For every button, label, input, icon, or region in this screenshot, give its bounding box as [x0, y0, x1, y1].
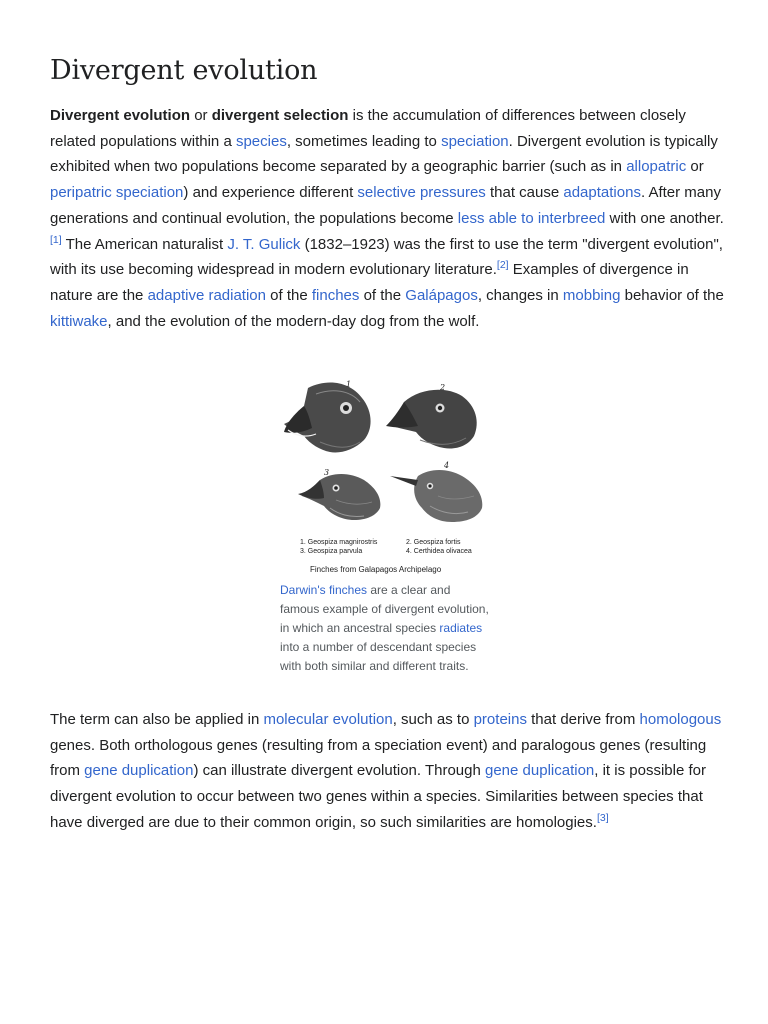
plate-legend-1: 1. Geospiza magnirostris [300, 539, 378, 546]
text-run: or [686, 158, 704, 176]
text-run: that cause [485, 184, 564, 202]
finches-figure [280, 380, 490, 676]
text-run: , and the evolution of the modern-day dog from the wolf. [107, 312, 480, 330]
plate-number-1: 1 [346, 380, 352, 389]
link-darwins-finches[interactable]: Darwin's finches [280, 583, 367, 597]
text-run: ) and experience different [183, 184, 358, 202]
link-kittiwake[interactable]: kittiwake [50, 312, 108, 330]
bold-term: divergent selection [211, 107, 349, 124]
link-adaptations[interactable]: adaptations [563, 184, 641, 202]
molecular-paragraph [50, 707, 730, 836]
text-run: (1832–1923) was the first to use the term "divergent evolution", with its use becoming widespread in modern evolutionary literature. [50, 235, 723, 279]
text-run: that derive from [526, 711, 640, 728]
finch-3-illustration [298, 474, 380, 520]
plate-legend-2: 2. Geospiza fortis [406, 539, 461, 546]
text-run: . Divergent evolution is typically exhibited when two populations become separated by a geographic barrier (such as in [50, 132, 718, 176]
text-run: The term can also be applied in [50, 711, 264, 728]
caption-text: into a number of descendant species with both similar and different traits. [280, 640, 477, 673]
text-run: . After many generations and continual evolution, the populations become [50, 184, 721, 227]
text-run: of the [266, 286, 312, 304]
finch-1-illustration [284, 383, 371, 453]
page-title: Divergent evolution [50, 55, 318, 86]
plate-number-4: 4 [444, 461, 450, 470]
intro-paragraph [50, 103, 730, 334]
plate-legend-4: 4. Certhidea olivacea [406, 548, 472, 555]
link-adaptive-radiation[interactable]: adaptive radiation [147, 286, 266, 304]
reference-2[interactable]: [2] [496, 259, 509, 272]
text-run: Examples of divergence in nature are the [50, 261, 689, 304]
finches-illustration[interactable] [280, 380, 485, 576]
link-jt-gulick[interactable]: J. T. Gulick [227, 235, 301, 253]
link-peripatric-speciation[interactable]: peripatric speciation [50, 184, 184, 202]
plate-title: Finches from Galapagos Archipelago [310, 565, 442, 574]
text-run: of the [359, 286, 406, 304]
text-run: is the accumulation of differences between closely related populations within a [50, 107, 686, 150]
link-mobbing[interactable]: mobbing [562, 286, 621, 304]
bold-term: Divergent evolution [50, 107, 191, 124]
finch-4-illustration [390, 470, 482, 522]
link-gene-duplication[interactable]: gene duplication [485, 762, 595, 780]
plate-number-3: 3 [324, 468, 330, 477]
caption-text: are a clear and famous example of divergent evolution, in which an ancestral species [280, 583, 489, 635]
link-molecular-evolution[interactable]: molecular evolution [263, 711, 393, 728]
plate-legend-3: 3. Geospiza parvula [300, 548, 363, 555]
reference-3[interactable]: [3] [596, 811, 609, 824]
text-run: behavior of the [620, 286, 724, 304]
link-speciation[interactable]: speciation [441, 132, 509, 150]
text-run: , sometimes leading to [286, 132, 442, 150]
link-radiates[interactable]: radiates [439, 621, 483, 635]
text-run: genes. Both orthologous genes (resulting from a speciation event) and paralogous genes (resulting from [50, 736, 707, 780]
text-run: ) can illustrate divergent evolution. Through [193, 762, 485, 780]
link-less-able-to-interbreed[interactable]: less able to interbreed [457, 209, 606, 227]
link-proteins[interactable]: proteins [473, 711, 527, 728]
link-gene-duplication[interactable]: gene duplication [84, 762, 194, 780]
link-homologous[interactable]: homologous [639, 711, 722, 728]
finch-2-illustration [386, 390, 477, 449]
text-run: or [190, 107, 212, 124]
link-galapagos[interactable]: Galápagos [405, 286, 478, 304]
link-species[interactable]: species [235, 132, 287, 150]
text-run: , it is possible for divergent evolution to occur between two genes within a species. Similarities between species that have diverged are due to their common origin, so such similarities are homologies. [50, 762, 706, 831]
link-selective-pressures[interactable]: selective pressures [357, 184, 486, 202]
text-run: The American naturalist [61, 235, 228, 253]
text-run: with one another. [605, 209, 724, 227]
text-run: , such as to [392, 711, 474, 728]
link-finches[interactable]: finches [311, 286, 360, 304]
text-run: , changes in [477, 286, 563, 304]
link-allopatric[interactable]: allopatric [626, 158, 687, 176]
figure-caption [280, 581, 490, 676]
reference-1[interactable]: [1] [50, 233, 62, 246]
plate-number-2: 2 [440, 383, 446, 392]
